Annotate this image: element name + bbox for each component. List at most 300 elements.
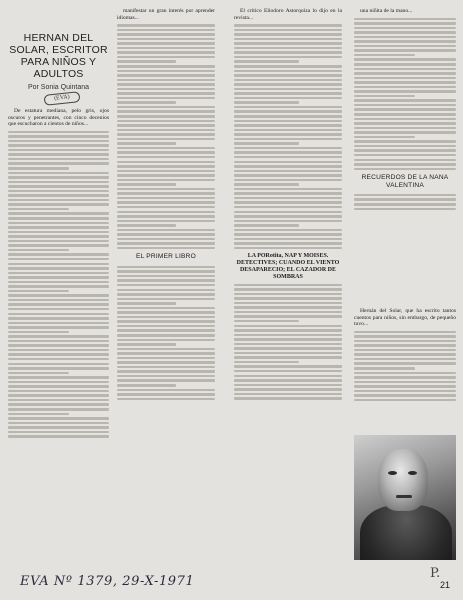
illegible-text-line	[8, 131, 109, 134]
illegible-text-line	[234, 224, 299, 227]
illegible-text-line	[117, 229, 215, 232]
illegible-text-line	[234, 110, 342, 113]
illegible-text-line	[234, 51, 342, 54]
illegible-text-line	[117, 343, 176, 346]
illegible-text-line	[117, 151, 215, 154]
illegible-text-line	[8, 153, 109, 156]
illegible-text-line	[8, 194, 109, 197]
portrait-body	[360, 505, 452, 560]
illegible-text-line	[234, 379, 342, 382]
illegible-text-line	[117, 101, 176, 104]
illegible-text-line	[234, 311, 342, 314]
illegible-text-line	[354, 353, 456, 356]
article-byline: Por Sonia Quintana	[27, 84, 90, 91]
illegible-text-line	[234, 229, 342, 232]
illegible-text-line	[117, 138, 215, 141]
handwritten-annotation: EVA Nº 1379, 29-X-1971	[20, 574, 195, 589]
illegible-text-line	[117, 74, 215, 77]
illegible-text-line	[117, 165, 215, 168]
illegible-text-line	[117, 133, 215, 136]
illegible-text-line	[234, 320, 299, 323]
illegible-text-line	[354, 367, 415, 370]
illegible-text-line	[8, 190, 109, 193]
illegible-text-line	[8, 385, 109, 388]
illegible-text-line	[354, 349, 456, 352]
illegible-text-line	[354, 27, 456, 30]
portrait-head	[378, 449, 428, 511]
illegible-text-line	[117, 33, 215, 36]
illegible-text-line	[8, 376, 109, 379]
illegible-text-line	[234, 161, 342, 164]
illegible-text-line	[234, 79, 342, 82]
illegible-text-line	[117, 60, 176, 63]
illegible-text-line	[8, 299, 109, 302]
illegible-text-line	[234, 384, 342, 387]
illegible-text-line	[354, 362, 456, 365]
illegible-text-line	[354, 113, 456, 116]
illegible-text-line	[8, 181, 109, 184]
illegible-text-line	[234, 352, 342, 355]
illegible-text-line	[8, 253, 109, 256]
illegible-text-line	[234, 233, 342, 236]
illegible-text-line	[354, 154, 456, 157]
illegible-text-line	[8, 408, 109, 411]
illegible-text-line	[117, 179, 215, 182]
text-column-4	[354, 8, 456, 308]
illegible-text-line	[234, 129, 342, 132]
illegible-text-line	[117, 289, 215, 292]
illegible-text-line	[234, 238, 342, 241]
illegible-text-line	[234, 220, 342, 223]
illegible-text-line	[234, 201, 342, 204]
illegible-text-line	[117, 384, 176, 387]
illegible-text-line	[117, 97, 215, 100]
illegible-text-line	[234, 60, 299, 63]
illegible-text-line	[8, 326, 109, 329]
illegible-text-line	[234, 56, 342, 59]
illegible-text-line	[354, 390, 456, 393]
illegible-text-line	[8, 317, 109, 320]
illegible-text-line	[8, 381, 109, 384]
column-4-body: Hernán del Solar, que ha escrito tantos cuentos para niños, sin embargo, de pequeño tuvo...	[354, 308, 456, 328]
illegible-text-line	[354, 163, 456, 166]
illegible-text-line	[234, 293, 342, 296]
illegible-text-line	[8, 149, 109, 152]
illegible-text-line	[117, 370, 215, 373]
illegible-text-line	[117, 329, 215, 332]
illegible-text-line	[234, 24, 342, 27]
illegible-text-line	[117, 242, 215, 245]
illegible-text-line	[354, 344, 456, 347]
illegible-text-line	[8, 367, 109, 370]
illegible-text-line	[8, 144, 109, 147]
illegible-text-line	[8, 172, 109, 175]
illegible-text-line	[354, 331, 456, 334]
illegible-text-line	[117, 398, 215, 401]
illegible-text-line	[8, 263, 109, 266]
illegible-text-line	[354, 376, 456, 379]
illegible-text-line	[234, 288, 342, 291]
illegible-text-line	[354, 77, 456, 80]
illegible-text-line	[8, 249, 69, 252]
illegible-text-line	[234, 179, 342, 182]
illegible-text-line	[8, 281, 109, 284]
illegible-text-line	[354, 45, 456, 48]
illegible-text-line	[8, 413, 69, 416]
illegible-text-line	[8, 322, 109, 325]
illegible-text-line	[354, 168, 456, 171]
illegible-text-line	[354, 198, 456, 201]
illegible-text-line	[354, 203, 456, 206]
illegible-text-line	[117, 238, 215, 241]
illegible-text-line	[234, 356, 342, 359]
illegible-text-line	[8, 267, 109, 270]
illegible-text-line	[117, 316, 215, 319]
illegible-text-line	[234, 370, 342, 373]
illegible-text-line	[8, 431, 109, 434]
illegible-text-line	[117, 361, 215, 364]
illegible-text-line	[234, 97, 342, 100]
illegible-text-line	[8, 285, 109, 288]
illegible-text-line	[117, 211, 215, 214]
illegible-text-line	[117, 29, 215, 32]
column-3-intro: El crítico Eliodoro Astorquiza lo dijo en la revista...	[234, 8, 342, 21]
illegible-text-line	[234, 74, 342, 77]
illegible-text-line	[117, 233, 215, 236]
illegible-text-line	[234, 388, 342, 391]
column-1-intro: De estatura mediana, pelo gris, ojos oscuros y penetrantes, con cinco decenios que escucharon a cientos de niños...	[8, 108, 109, 128]
illegible-text-line	[8, 426, 109, 429]
illegible-text-line	[234, 325, 342, 328]
illegible-text-line	[117, 174, 215, 177]
illegible-text-line	[234, 338, 342, 341]
illegible-text-line	[234, 375, 342, 378]
illegible-text-line	[234, 343, 342, 346]
illegible-text-line	[117, 65, 215, 68]
illegible-text-line	[234, 88, 342, 91]
illegible-text-line	[8, 185, 109, 188]
illegible-text-line	[8, 308, 109, 311]
illegible-text-line	[8, 363, 109, 366]
handwritten-initial: P.	[430, 566, 441, 581]
illegible-text-line	[234, 397, 342, 400]
illegible-text-line	[234, 347, 342, 350]
illegible-text-line	[8, 162, 109, 165]
illegible-text-line	[234, 106, 342, 109]
illegible-text-line	[234, 156, 342, 159]
illegible-text-line	[117, 161, 215, 164]
illegible-text-line	[354, 149, 456, 152]
illegible-text-line	[234, 47, 342, 50]
illegible-text-line	[354, 90, 456, 93]
illegible-text-line	[234, 115, 342, 118]
illegible-text-line	[117, 279, 215, 282]
illegible-text-line	[234, 284, 342, 287]
illegible-text-line	[8, 344, 109, 347]
illegible-text-line	[8, 417, 109, 420]
illegible-text-line	[354, 208, 456, 211]
illegible-text-line	[8, 340, 109, 343]
illegible-text-line	[354, 399, 456, 402]
illegible-text-line	[117, 379, 215, 382]
illegible-text-line	[117, 56, 215, 59]
illegible-text-line	[234, 170, 342, 173]
illegible-text-line	[117, 393, 215, 396]
text-column-4-lower	[354, 308, 456, 433]
illegible-text-line	[234, 165, 342, 168]
illegible-text-line	[354, 159, 456, 162]
illegible-text-line	[234, 211, 342, 214]
portrait-eye-right	[408, 471, 417, 475]
column-4-intro: una niñita de la mano...	[360, 8, 413, 14]
illegible-text-line	[234, 361, 299, 364]
illegible-text-line	[234, 133, 342, 136]
illegible-text-line	[8, 212, 109, 215]
illegible-text-line	[8, 422, 109, 425]
illegible-text-line	[117, 215, 215, 218]
illegible-text-line	[354, 18, 456, 21]
illegible-text-line	[117, 42, 215, 45]
section-heading-primer-libro: EL PRIMER LIBRO	[136, 253, 196, 261]
illegible-text-line	[117, 115, 215, 118]
illegible-text-line	[117, 51, 215, 54]
book-titles-heading: LA PORotita, NAP Y MOISES. DETECTIVES; CUANDO EL VIENTO DESAPARECIO; EL CAZADOR DE SOMBRAS	[236, 253, 340, 280]
illegible-text-line	[354, 335, 456, 338]
illegible-text-line	[117, 124, 215, 127]
illegible-text-line	[234, 242, 342, 245]
illegible-text-line	[8, 399, 109, 402]
illegible-text-line	[8, 226, 109, 229]
illegible-text-line	[8, 335, 109, 338]
text-column-3	[234, 8, 342, 568]
illegible-text-line	[8, 290, 69, 293]
illegible-text-line	[354, 194, 456, 197]
illegible-text-line	[8, 240, 109, 243]
illegible-text-line	[117, 224, 176, 227]
illegible-text-line	[354, 372, 456, 375]
illegible-text-line	[234, 38, 342, 41]
portrait-eye-left	[388, 471, 397, 475]
illegible-text-line	[117, 183, 176, 186]
illegible-text-line	[234, 101, 299, 104]
illegible-text-line	[8, 258, 109, 261]
illegible-text-line	[234, 306, 342, 309]
illegible-text-line	[117, 247, 215, 250]
illegible-text-line	[8, 294, 109, 297]
illegible-text-line	[117, 284, 215, 287]
section-heading-nana-valentina: RECUERDOS DE LA NANA VALENTINA	[361, 174, 449, 189]
illegible-text-line	[354, 40, 456, 43]
illegible-text-line	[117, 270, 215, 273]
illegible-text-line	[234, 42, 342, 45]
illegible-text-line	[8, 167, 69, 170]
illegible-text-line	[234, 192, 342, 195]
illegible-text-line	[234, 151, 342, 154]
illegible-text-line	[354, 58, 456, 61]
text-column-2	[117, 8, 215, 568]
illegible-text-line	[117, 201, 215, 204]
illegible-text-line	[8, 435, 109, 438]
illegible-text-line	[354, 140, 456, 143]
illegible-text-line	[234, 142, 299, 145]
illegible-text-line	[354, 381, 456, 384]
illegible-text-line	[234, 33, 342, 36]
illegible-text-line	[354, 145, 456, 148]
illegible-text-line	[117, 38, 215, 41]
illegible-text-line	[8, 353, 109, 356]
illegible-text-line	[354, 131, 456, 134]
illegible-text-line	[354, 95, 415, 98]
illegible-text-line	[354, 118, 456, 121]
article-title: HERNAN DEL SOLAR, ESCRITOR PARA NIÑOS Y ADULTOS	[9, 32, 108, 80]
illegible-text-line	[117, 110, 215, 113]
library-stamp: (EVA)	[44, 91, 81, 106]
illegible-text-line	[8, 208, 69, 211]
illegible-text-line	[234, 206, 342, 209]
illegible-text-line	[117, 357, 215, 360]
illegible-text-line	[117, 47, 215, 50]
illegible-text-line	[234, 147, 342, 150]
illegible-text-line	[117, 325, 215, 328]
illegible-text-line	[234, 393, 342, 396]
illegible-text-line	[117, 192, 215, 195]
illegible-text-line	[117, 298, 215, 301]
illegible-text-line	[8, 272, 109, 275]
illegible-text-line	[354, 136, 415, 139]
illegible-text-line	[354, 63, 456, 66]
illegible-text-line	[8, 217, 109, 220]
illegible-text-line	[8, 358, 109, 361]
illegible-text-line	[234, 315, 342, 318]
illegible-text-line	[234, 297, 342, 300]
illegible-text-line	[234, 174, 342, 177]
illegible-text-line	[117, 348, 215, 351]
illegible-text-line	[117, 307, 215, 310]
illegible-text-line	[117, 366, 215, 369]
illegible-text-line	[354, 104, 456, 107]
illegible-text-line	[117, 170, 215, 173]
author-portrait-photo	[354, 435, 456, 560]
illegible-text-line	[354, 36, 456, 39]
illegible-text-line	[354, 68, 456, 71]
text-column-1	[8, 108, 109, 570]
illegible-text-line	[8, 313, 109, 316]
illegible-text-line	[117, 106, 215, 109]
illegible-text-line	[117, 88, 215, 91]
illegible-text-line	[234, 188, 342, 191]
illegible-text-line	[354, 72, 456, 75]
column-2-intro: manifestar un gran interés por aprender idiomas...	[117, 8, 215, 21]
illegible-text-line	[8, 244, 109, 247]
illegible-text-line	[8, 140, 109, 143]
illegible-text-line	[8, 222, 109, 225]
illegible-text-line	[234, 365, 342, 368]
illegible-text-line	[354, 122, 456, 125]
illegible-text-line	[117, 70, 215, 73]
illegible-text-line	[117, 275, 215, 278]
illegible-text-line	[117, 142, 176, 145]
illegible-text-line	[354, 54, 415, 57]
illegible-text-line	[234, 120, 342, 123]
illegible-text-line	[117, 302, 176, 305]
illegible-text-line	[354, 340, 456, 343]
illegible-text-line	[8, 390, 109, 393]
illegible-text-line	[234, 334, 342, 337]
illegible-text-line	[354, 99, 456, 102]
illegible-text-line	[234, 29, 342, 32]
illegible-text-line	[354, 49, 456, 52]
illegible-text-line	[8, 231, 109, 234]
illegible-text-line	[117, 197, 215, 200]
illegible-text-line	[117, 375, 215, 378]
illegible-text-line	[117, 188, 215, 191]
illegible-text-line	[8, 303, 109, 306]
illegible-text-line	[354, 394, 456, 397]
illegible-text-line	[117, 206, 215, 209]
illegible-text-line	[354, 31, 456, 34]
illegible-text-line	[8, 199, 109, 202]
illegible-text-line	[8, 135, 109, 138]
illegible-text-line	[354, 108, 456, 111]
illegible-text-line	[234, 247, 342, 250]
illegible-text-line	[117, 266, 215, 269]
portrait-mouth	[396, 495, 412, 498]
illegible-text-line	[117, 129, 215, 132]
illegible-text-line	[117, 147, 215, 150]
illegible-text-line	[234, 92, 342, 95]
illegible-text-line	[8, 349, 109, 352]
illegible-text-line	[8, 276, 109, 279]
illegible-text-line	[117, 334, 215, 337]
illegible-text-line	[117, 24, 215, 27]
illegible-text-line	[234, 183, 299, 186]
illegible-text-line	[354, 385, 456, 388]
illegible-text-line	[8, 176, 109, 179]
illegible-text-line	[234, 329, 342, 332]
illegible-text-line	[117, 156, 215, 159]
illegible-text-line	[234, 197, 342, 200]
illegible-text-line	[234, 215, 342, 218]
illegible-text-line	[117, 220, 215, 223]
illegible-text-line	[117, 79, 215, 82]
illegible-text-line	[117, 339, 215, 342]
illegible-text-line	[117, 92, 215, 95]
illegible-text-line	[354, 358, 456, 361]
illegible-text-line	[354, 22, 456, 25]
illegible-text-line	[354, 86, 456, 89]
illegible-text-line	[8, 394, 109, 397]
illegible-text-line	[117, 352, 215, 355]
illegible-text-line	[8, 372, 69, 375]
illegible-text-line	[8, 331, 69, 334]
illegible-text-line	[234, 124, 342, 127]
illegible-text-line	[117, 83, 215, 86]
illegible-text-line	[8, 203, 109, 206]
illegible-text-line	[234, 70, 342, 73]
illegible-text-line	[117, 320, 215, 323]
illegible-text-line	[354, 127, 456, 130]
illegible-text-line	[117, 311, 215, 314]
illegible-text-line	[8, 403, 109, 406]
illegible-text-line	[8, 235, 109, 238]
page-number: 21	[440, 580, 451, 590]
illegible-text-line	[117, 120, 215, 123]
illegible-text-line	[234, 83, 342, 86]
illegible-text-line	[234, 65, 342, 68]
illegible-text-line	[8, 158, 109, 161]
illegible-text-line	[117, 389, 215, 392]
illegible-text-line	[234, 302, 342, 305]
